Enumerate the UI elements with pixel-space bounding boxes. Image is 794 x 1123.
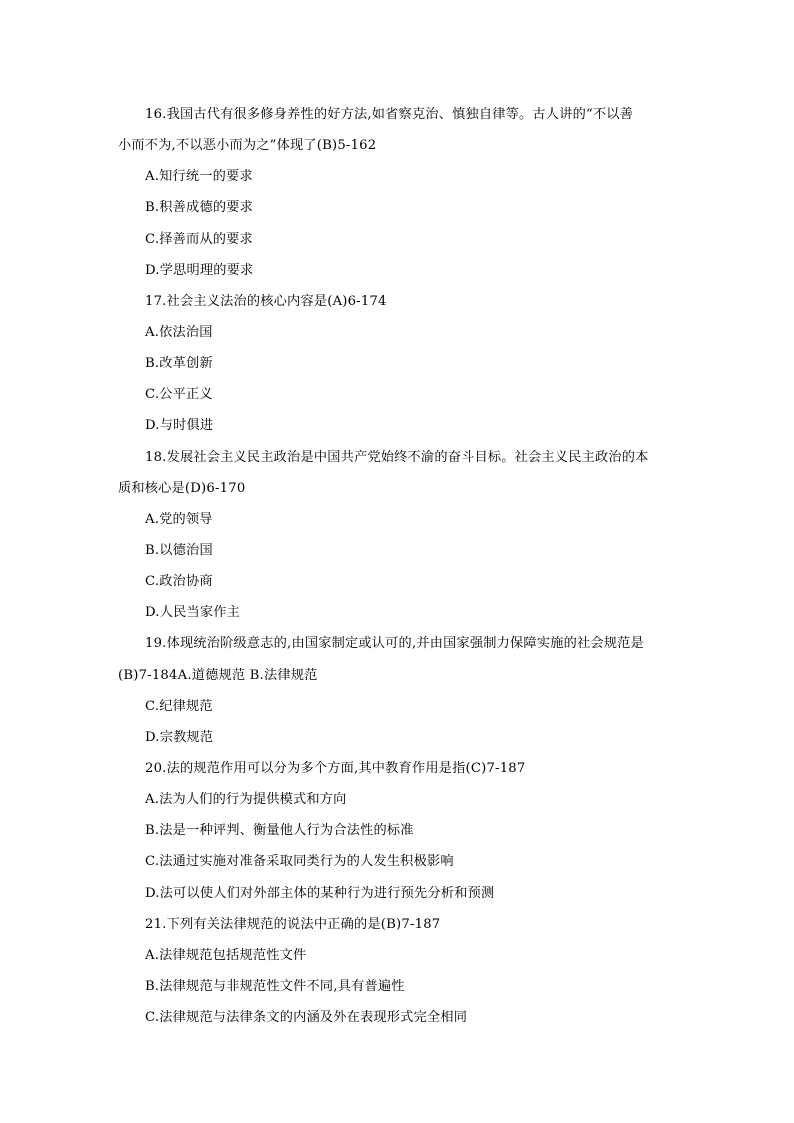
question-20-option-d: D.法可以使人们对外部主体的某种行为进行预先分析和预测 — [145, 885, 495, 901]
question-18-option-d: D.人民当家作主 — [145, 605, 241, 621]
question-18-line-1: 18.发展社会主义民主政治是中国共产党始终不渝的奋斗目标。社会主义民主政治的本 — [145, 449, 649, 465]
question-17-option-b: B.改革创新 — [145, 356, 213, 372]
question-20-line-1: 20.法的规范作用可以分为多个方面,其中教育作用是指(C)7-187 — [145, 760, 526, 776]
question-19-line-2: (B)7-184A.道德规范 B.法律规范 — [118, 667, 318, 683]
question-18-line-2: 质和核心是(D)6-170 — [118, 480, 246, 496]
question-19-option-d: D.宗教规范 — [145, 729, 214, 745]
question-17-line-1: 17.社会主义法治的核心内容是(A)6-174 — [145, 293, 387, 309]
question-18-option-a: A.党的领导 — [145, 511, 213, 527]
question-21-line-1: 21.下列有关法律规范的说法中正确的是(B)7-187 — [145, 916, 441, 932]
question-20-option-b: B.法是一种评判、衡量他人行为合法性的标准 — [145, 823, 414, 839]
question-17-option-d: D.与时俱进 — [145, 418, 214, 434]
question-16-line-1: 16.我国古代有很多修身养性的好方法,如省察克治、慎独自律等。古人讲的“不以善 — [145, 107, 634, 122]
question-20-option-c: C.法通过实施对准备采取同类行为的人发生积极影响 — [145, 854, 454, 870]
question-17-option-c: C.公平正义 — [145, 387, 213, 403]
question-16-line-2: 小而不为,不以恶小而为之”体现了(B)5-162 — [118, 138, 377, 154]
question-20-option-a: A.法为人们的行为提供模式和方向 — [145, 792, 347, 808]
question-16-option-d: D.学思明理的要求 — [145, 262, 254, 278]
question-list — [118, 99, 678, 1033]
question-21-option-b: B.法律规范与非规范性文件不同,具有普遍性 — [145, 978, 405, 994]
question-17-option-a: A.依法治国 — [145, 324, 213, 340]
question-16-option-c: C.择善而从的要求 — [145, 231, 253, 247]
question-18-option-b: B.以德治国 — [145, 542, 213, 558]
question-19-line-1: 19.体现统治阶级意志的,由国家制定或认可的,并由国家强制力保障实施的社会规范是 — [145, 636, 644, 652]
question-21-option-c: C.法律规范与法律条文的内涵及外在表现形式完全相同 — [145, 1010, 468, 1026]
question-16-option-a: A.知行统一的要求 — [145, 169, 253, 185]
question-21-option-a: A.法律规范包括规范性文件 — [145, 947, 307, 963]
question-18-option-c: C.政治协商 — [145, 574, 213, 590]
question-16-option-b: B.积善成德的要求 — [145, 200, 253, 216]
question-19-option-c: C.纪律规范 — [145, 698, 213, 714]
